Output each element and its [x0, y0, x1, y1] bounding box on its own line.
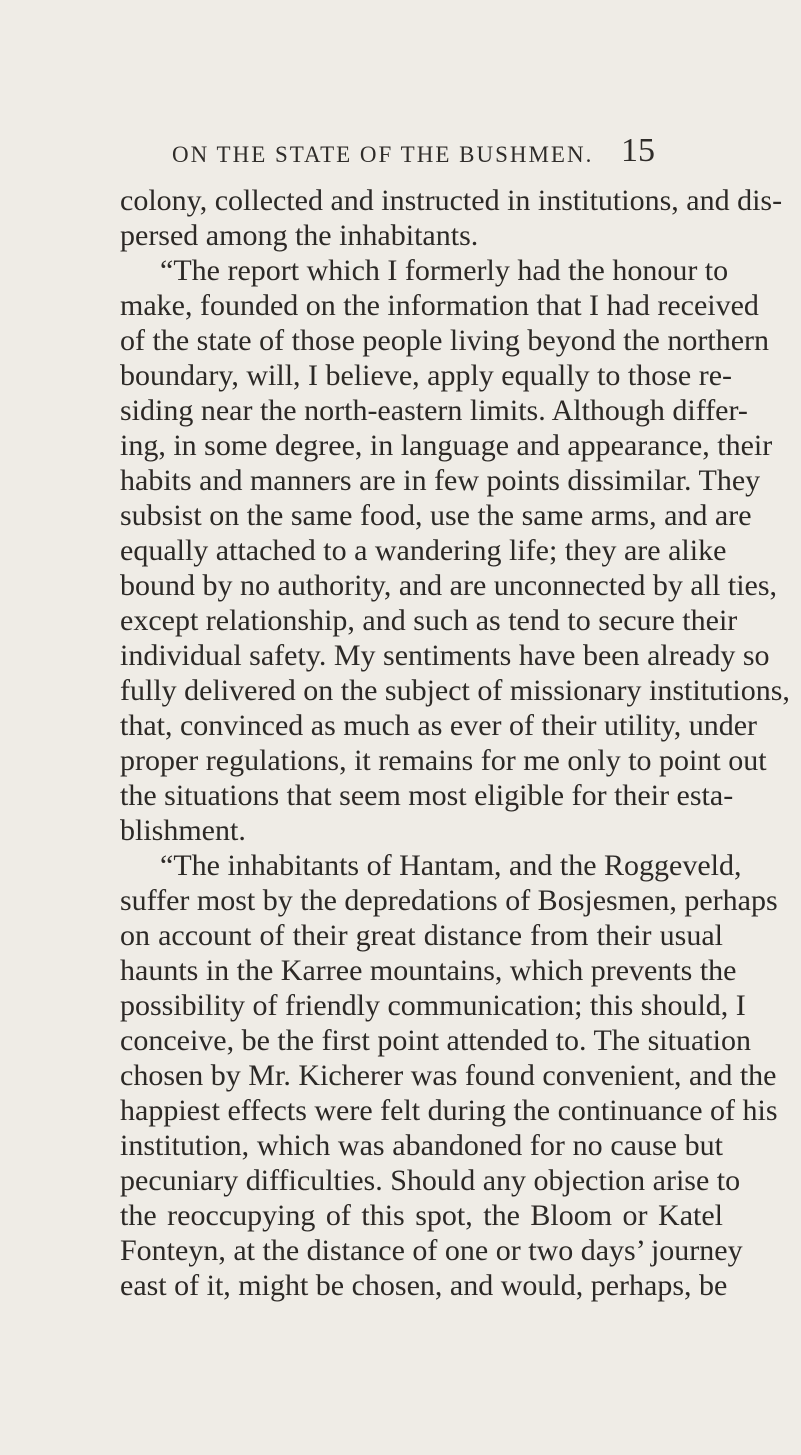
text-line: haunts in the Karree mountains, which prevents the [120, 954, 737, 987]
text-line: institution, which was abandoned for no cause but [120, 1129, 723, 1162]
page-number: 15 [621, 132, 655, 169]
text-line: on account of their great distance from their usual [120, 919, 723, 952]
text-line: conceive, be the first point attended to. The situation [120, 1024, 751, 1057]
text-line: equally attached to a wandering life; they are alike [120, 534, 727, 567]
text-line: fully delivered on the subject of missionary institutions, [120, 674, 790, 707]
text-line: the reoccupying of this spot, the Bloom or Katel [120, 1199, 723, 1232]
text-line: happiest effects were felt during the continuance of his [120, 1094, 778, 1127]
text-line: of the state of those people living beyond the northern [120, 324, 769, 357]
text-line: boundary, will, I believe, apply equally to those re- [120, 359, 733, 392]
text-line: except relationship, and such as tend to secure their [120, 604, 738, 637]
text-line: habits and manners are in few points dissimilar. They [120, 464, 761, 497]
text-line: ing, in some degree, in language and appearance, their [120, 429, 773, 462]
text-line: colony, collected and instructed in institutions, and dis- [120, 184, 783, 217]
text-line: suffer most by the depredations of Bosjesmen, perhaps [120, 884, 778, 917]
text-line: blishment. [120, 814, 246, 847]
text-line: Fonteyn, at the distance of one or two days’ journey [120, 1234, 743, 1267]
body-text [120, 183, 790, 1303]
text-line: make, founded on the information that I had received [120, 289, 759, 322]
running-title: ON THE STATE OF THE BUSHMEN. [172, 142, 594, 167]
paragraph-first-line: “The report which I formerly had the honour to [160, 254, 729, 287]
text-line: east of it, might be chosen, and would, perhaps, be [120, 1269, 728, 1302]
text-line: that, convinced as much as ever of their utility, under [120, 709, 758, 742]
text-line: persed among the inhabitants. [120, 219, 479, 252]
text-line: siding near the north-eastern limits. Although differ- [120, 394, 748, 427]
text-line: individual safety. My sentiments have been already so [120, 639, 770, 672]
paragraph-first-line: “The inhabitants of Hantam, and the Roggeveld, [160, 849, 742, 882]
text-line: chosen by Mr. Kicherer was found convenient, and the [120, 1059, 777, 1092]
text-line: possibility of friendly communication; this should, I [120, 989, 746, 1022]
text-line: pecuniary difficulties. Should any objection arise to [120, 1164, 741, 1197]
text-line: subsist on the same food, use the same arms, and are [120, 499, 752, 532]
text-line: the situations that seem most eligible for their esta- [120, 779, 734, 812]
text-line: bound by no authority, and are unconnected by all ties, [120, 569, 778, 602]
text-line: proper regulations, it remains for me only to point out [120, 744, 767, 777]
